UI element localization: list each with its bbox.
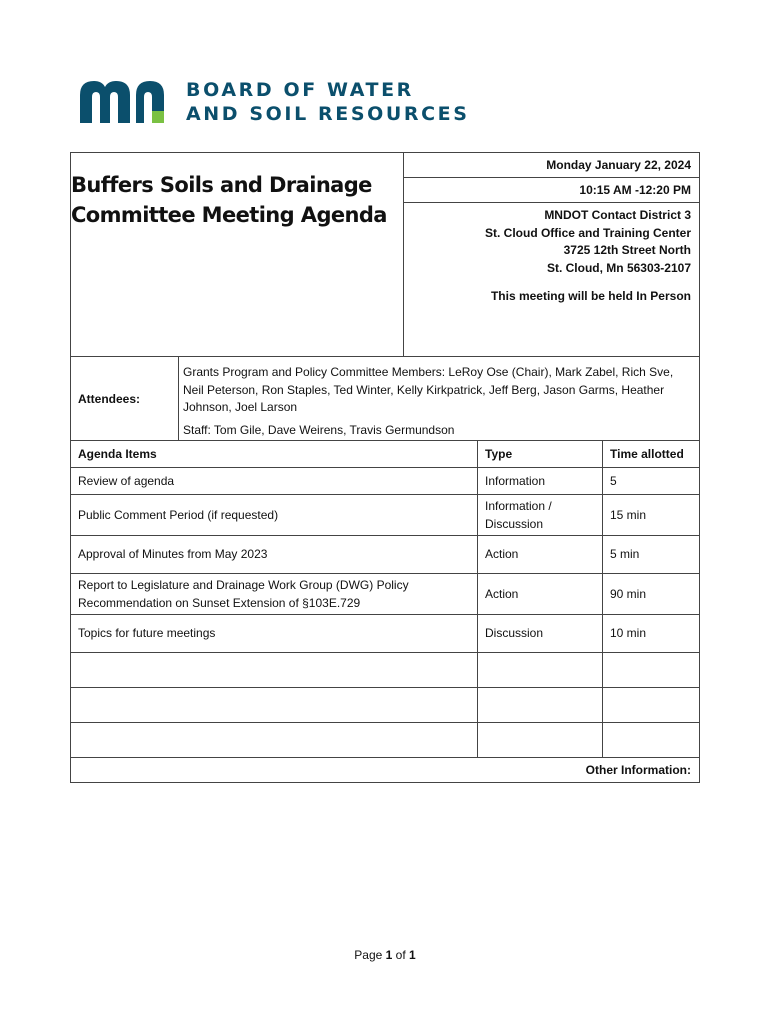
logo-text xyxy=(186,78,470,126)
meeting-date: Monday January 22, 2024 xyxy=(404,153,699,178)
location-line: MNDOT Contact District 3 xyxy=(544,208,691,222)
agenda-type: Action xyxy=(478,536,603,574)
table-row xyxy=(71,536,699,574)
agenda-type: Action xyxy=(478,574,603,615)
agenda-item: Review of agenda xyxy=(71,468,478,495)
logo xyxy=(80,78,470,126)
header-agenda-items: Agenda Items xyxy=(71,441,478,468)
empty-cell xyxy=(603,723,700,758)
location-line: 3725 12th Street North xyxy=(563,243,691,257)
empty-cell xyxy=(71,723,478,758)
agenda-header-row xyxy=(71,441,699,468)
attendees-body xyxy=(179,357,699,440)
header-type: Type xyxy=(478,441,603,468)
agenda-item: Report to Legislature and Drainage Work Group (DWG) Policy Recommendation on Sunset Extension of §103E.729 xyxy=(71,574,478,615)
empty-cell xyxy=(478,723,603,758)
empty-cell xyxy=(478,688,603,723)
location-line: St. Cloud Office and Training Center xyxy=(484,225,691,240)
agenda-time: 5 xyxy=(603,468,700,495)
attendees-label: Attendees: xyxy=(71,357,179,440)
agenda-item: Topics for future meetings xyxy=(71,615,478,653)
other-information: Other Information: xyxy=(585,763,691,777)
agenda-type: Discussion xyxy=(478,615,603,653)
title-line2: Committee Meeting Agenda xyxy=(71,203,387,227)
empty-cell xyxy=(71,653,478,688)
agenda-table xyxy=(71,441,699,782)
agenda-type: Information / Discussion xyxy=(478,495,603,536)
page-total: 1 xyxy=(409,948,416,962)
empty-cell xyxy=(603,653,700,688)
page-footer xyxy=(0,948,770,962)
table-row xyxy=(71,574,699,615)
empty-cell xyxy=(603,688,700,723)
agenda-time: 15 min xyxy=(603,495,700,536)
attendees-row xyxy=(71,357,699,441)
header-time-allotted: Time allotted xyxy=(603,441,700,468)
footer-middle: of xyxy=(392,948,410,962)
empty-cell xyxy=(478,653,603,688)
agenda-item: Public Comment Period (if requested) xyxy=(71,495,478,536)
meeting-time: 10:15 AM -12:20 PM xyxy=(404,178,699,203)
page-number: 1 xyxy=(385,948,393,962)
mn-logo-icon xyxy=(80,81,172,123)
agenda-frame xyxy=(70,152,700,783)
empty-row xyxy=(71,688,699,723)
agenda-time: 5 min xyxy=(603,536,700,574)
empty-row xyxy=(71,653,699,688)
other-info-row xyxy=(71,758,699,783)
logo-line2: AND SOIL RESOURCES xyxy=(186,103,470,125)
meeting-note: This meeting will be held In Person xyxy=(490,289,691,303)
attendees-staff: Staff: Tom Gile, Dave Weirens, Travis Germundson xyxy=(183,422,455,437)
attendees-members: Grants Program and Policy Committee Members: LeRoy Ose (Chair), Mark Zabel, Rich Sve, Neil Peterson, Ron Staples, Ted Winter, Kelly Kirkpatrick, Jeff Berg, Jason Garms, Heather Johnson, Joel Larson xyxy=(183,365,674,414)
agenda-type: Information xyxy=(478,468,603,495)
title-line1: Buffers Soils and Drainage xyxy=(71,173,372,197)
table-row xyxy=(71,615,699,653)
agenda-time: 90 min xyxy=(603,574,700,615)
table-row xyxy=(71,468,699,495)
page-title xyxy=(71,170,391,230)
logo-line1: BOARD OF WATER xyxy=(186,79,414,101)
empty-row xyxy=(71,723,699,758)
location-line: St. Cloud, Mn 56303-2107 xyxy=(546,260,691,275)
agenda-time: 10 min xyxy=(603,615,700,653)
meeting-details xyxy=(404,153,699,303)
meeting-location xyxy=(404,203,699,277)
table-row xyxy=(71,495,699,536)
header-block xyxy=(71,153,699,357)
empty-cell xyxy=(71,688,478,723)
agenda-item: Approval of Minutes from May 2023 xyxy=(71,536,478,574)
footer-prefix: Page xyxy=(354,948,386,962)
